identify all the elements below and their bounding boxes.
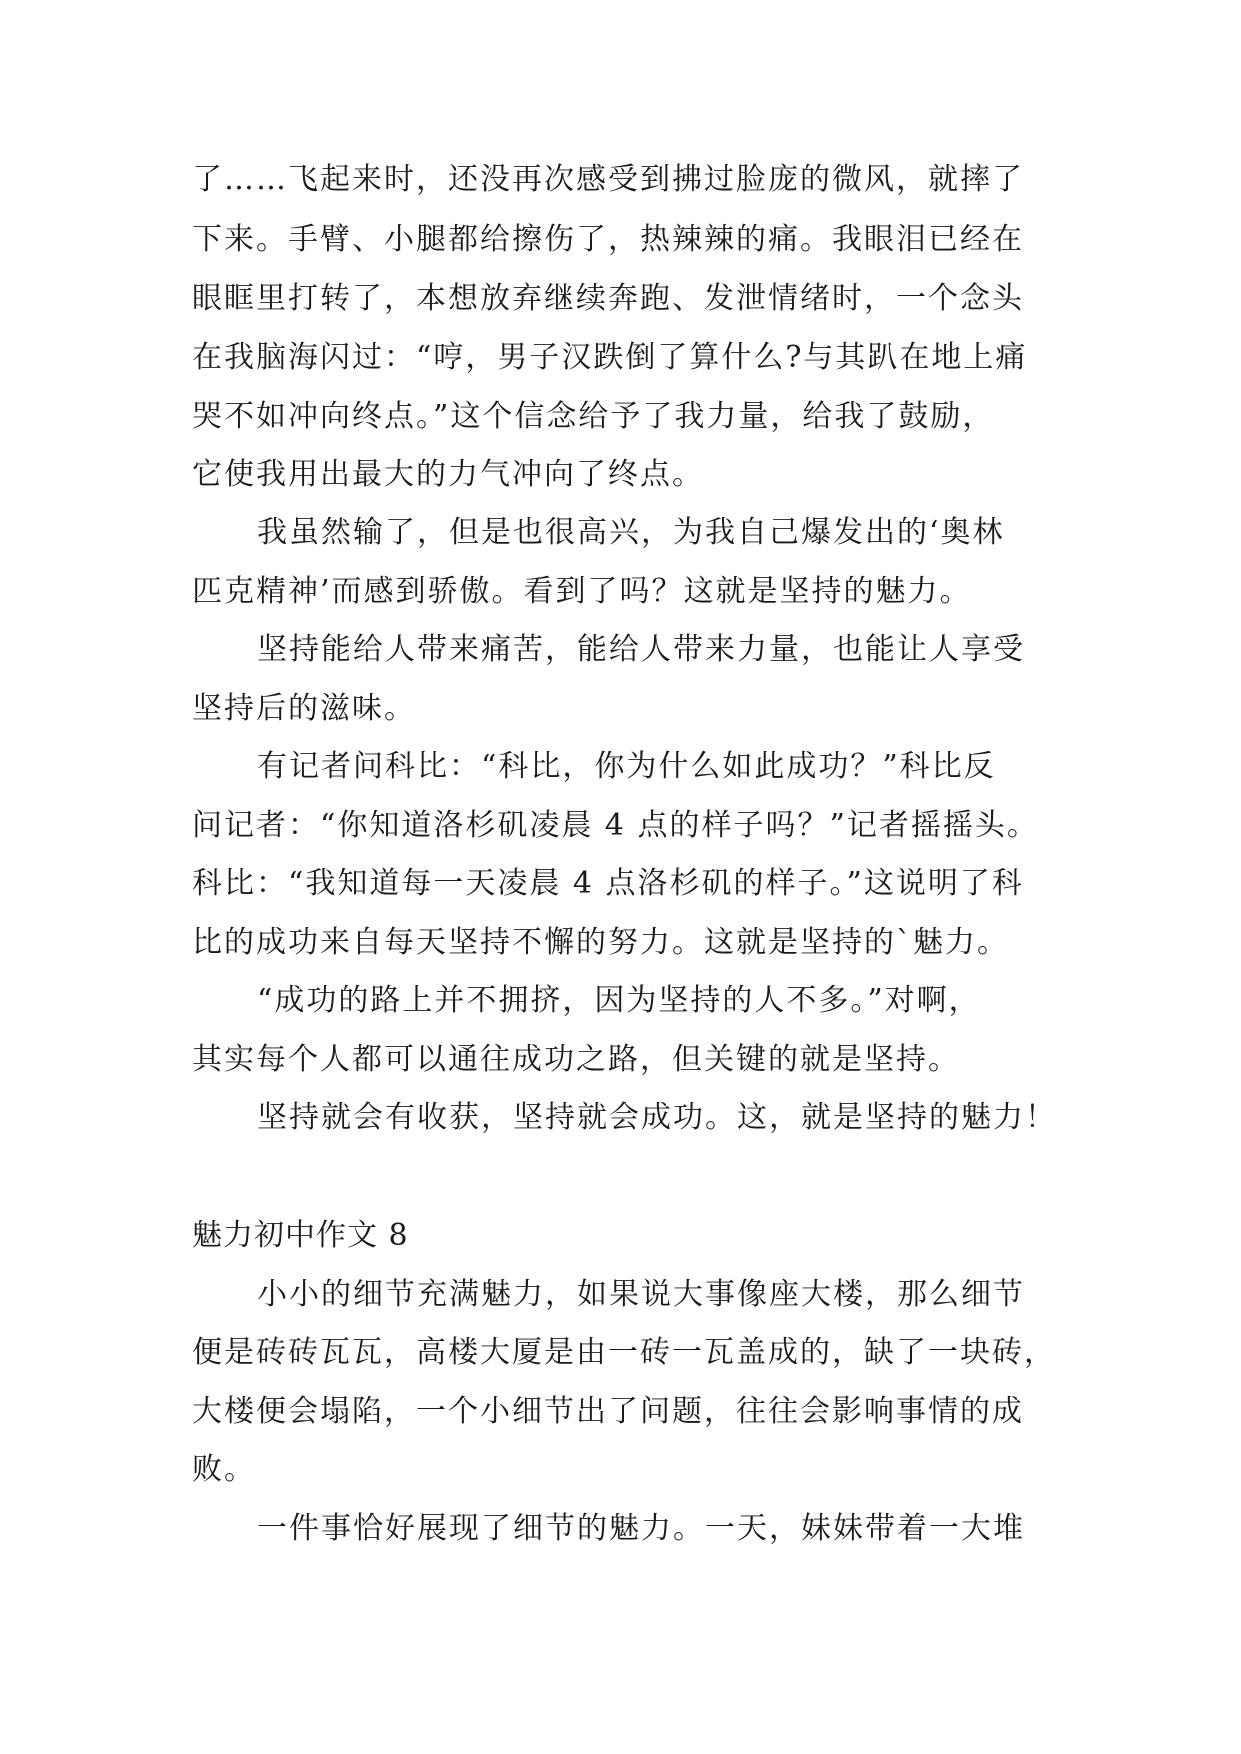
text-line: 坚持后的滋味。 [192,691,416,726]
paragraph-first-line: “成功的路上并不拥挤，因为坚持的人不多。”对啊， [257,983,981,1018]
text-line: 它使我用出最大的力气冲向了终点。 [192,457,704,492]
paragraph-first-line: 坚持能给人带来痛苦，能给人带来力量，也能让人享受 [257,632,1025,667]
paragraph-first-line: 坚持就会有收获，坚持就会成功。这，就是坚持的魅力！ [257,1100,1057,1135]
text-line: 眼眶里打转了，本想放弃继续奔跑、发泄情绪时，一个念头 [192,281,1024,316]
text-line: 便是砖砖瓦瓦，高楼大厦是由一砖一瓦盖成的，缺了一块砖， [192,1335,1056,1370]
text-line: 了……飞起来时，还没再次感受到拂过脸庞的微风，就摔了 [192,162,1024,197]
text-line: 哭不如冲向终点。”这个信念给予了我力量，给我了鼓励， [192,399,995,434]
text-line: 比的成功来自每天坚持不懈的努力。这就是坚持的`魅力。 [192,925,1009,960]
section-heading: 魅力初中作文 8 [192,1218,409,1253]
paragraph-first-line: 一件事恰好展现了细节的魅力。一天，妹妹带着一大堆 [257,1511,1025,1546]
paragraph-first-line: 我虽然输了，但是也很高兴，为我自己爆发出的‘奥林 [257,515,1005,550]
text-line: 问记者：“你知道洛杉矶凌晨 4 点的样子吗？”记者摇摇头。 [192,808,1039,843]
text-line: 其实每个人都可以通往成功之路，但关键的就是坚持。 [192,1042,960,1077]
text-line: 败。 [192,1452,256,1487]
text-line: 科比：“我知道每一天凌晨 4 点洛杉矶的样子。”这说明了科 [192,866,1024,901]
paragraph-first-line: 小小的细节充满魅力，如果说大事像座大楼，那么细节 [257,1277,1025,1312]
text-line: 匹克精神’而感到骄傲。看到了吗？这就是坚持的魅力。 [192,574,972,609]
text-line: 大楼便会塌陷，一个小细节出了问题，往往会影响事情的成 [192,1394,1024,1429]
text-line: 下来。手臂、小腿都给擦伤了，热辣辣的痛。我眼泪已经在 [192,222,1024,257]
paragraph-first-line: 有记者问科比：“科比，你为什么如此成功？”科比反 [257,749,996,784]
text-line: 在我脑海闪过：“哼，男子汉跌倒了算什么?与其趴在地上痛 [192,340,1028,375]
